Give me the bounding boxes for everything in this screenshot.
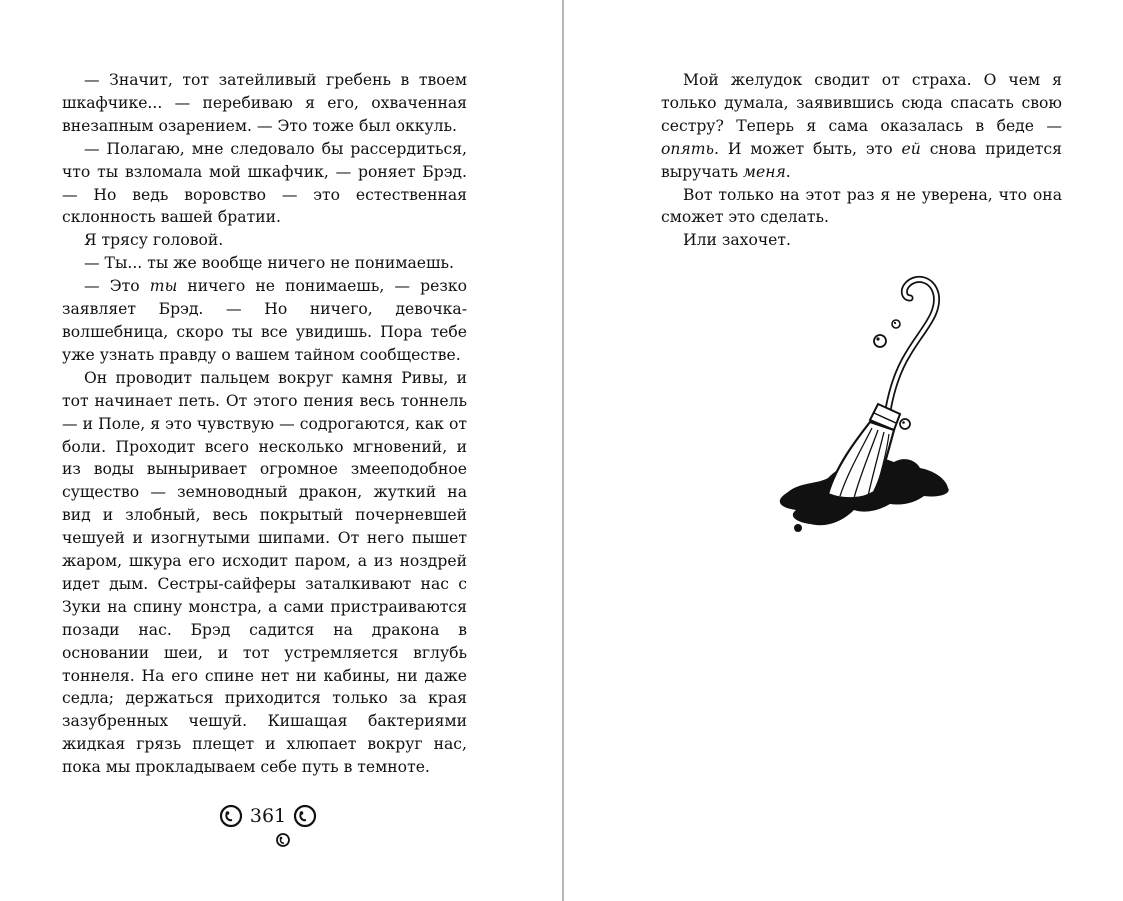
text-run: — Ты... ты же вообще ничего не понимаешь. — [84, 254, 454, 273]
paragraph — [62, 69, 467, 138]
text-run: Вот только на этот раз я не уверена, что она сможет это сделать. — [661, 185, 1062, 227]
paragraph — [661, 184, 1062, 230]
right-page-text — [661, 69, 1062, 252]
broom-in-puddle-icon — [770, 270, 955, 545]
paragraph — [62, 252, 467, 275]
text-run: ничего не понимаешь, — резко заявляет Брэд. — Но ничего, девочка-волшебница, скоро ты все увидишь. Пора тебе уже узнать правду о вашем тайном сообществе. — [62, 277, 467, 364]
paragraph — [62, 367, 467, 779]
page-number-ornament — [218, 800, 318, 850]
paragraph — [661, 69, 1062, 184]
text-run: — Это — [84, 277, 150, 296]
paragraph — [62, 275, 467, 367]
italic-emphasis: ты — [149, 277, 178, 296]
text-run: . — [785, 162, 791, 181]
paragraph — [62, 138, 467, 230]
text-run: — Значит, тот затейливый гребень в твоем шкафчике... — перебиваю я его, охваченная внезапным озарением. — Это тоже был оккуль. — [62, 71, 467, 135]
text-run: Или захочет. — [683, 231, 791, 250]
paragraph — [62, 229, 467, 252]
text-run: Мой желудок сводит от страха. О чем я только думала, заявившись сюда спасать свою сестру? Теперь я сама оказалась в беде — — [661, 71, 1062, 135]
italic-emphasis: опять — [661, 139, 715, 158]
text-run: Я трясу головой. — [84, 231, 224, 250]
text-run: . И может быть, это — [714, 139, 902, 158]
italic-emphasis: ей — [901, 139, 921, 158]
text-run: Он проводит пальцем вокруг камня Ривы, и тот начинает петь. От этого пения весь тоннель — и Поле, я это чувствую — содрогаются, как от боли. Проходит всего несколько мгновений, и из воды выныривает огромное змееподобное существо — земноводный дракон, жуткий на вид и злобный, весь покрытый почерневшей чешуей и изогнутыми шипами. От него пышет жаром, шкура его исходит паром, а из ноздрей идет дым. Сестры-сайферы заталкивают нас с Зуки на спину монстра, а сами пристраиваются позади нас. Брэд садится на дракона в основании шеи, и тот устремляется вглубь тоннеля. На его спине нет ни кабины, ни даже седла; держаться приходится только за края зазубренных чешуй. Кишащая бактериями жидкая грязь плещет и хлюпает вокруг нас, пока мы прокладываем себе путь в темноте. — [62, 368, 467, 777]
left-page-text — [62, 69, 467, 779]
paragraph — [661, 229, 1062, 252]
swirl-ornament-icon — [275, 832, 291, 848]
swirl-ornament-icon — [218, 803, 244, 829]
italic-emphasis: меня — [743, 162, 786, 181]
page-number: 361 — [249, 805, 287, 827]
text-run: — Полагаю, мне следовало бы рассердиться, что ты взломала мой шкафчик, — роняет Брэд. — Но ведь воровство — это естественная склонность вашей братии. — [62, 139, 467, 227]
text-run: снова придется выручать — [661, 139, 1062, 181]
swirl-ornament-icon — [292, 803, 318, 829]
right-page — [565, 0, 1123, 901]
book-gutter — [562, 0, 564, 901]
